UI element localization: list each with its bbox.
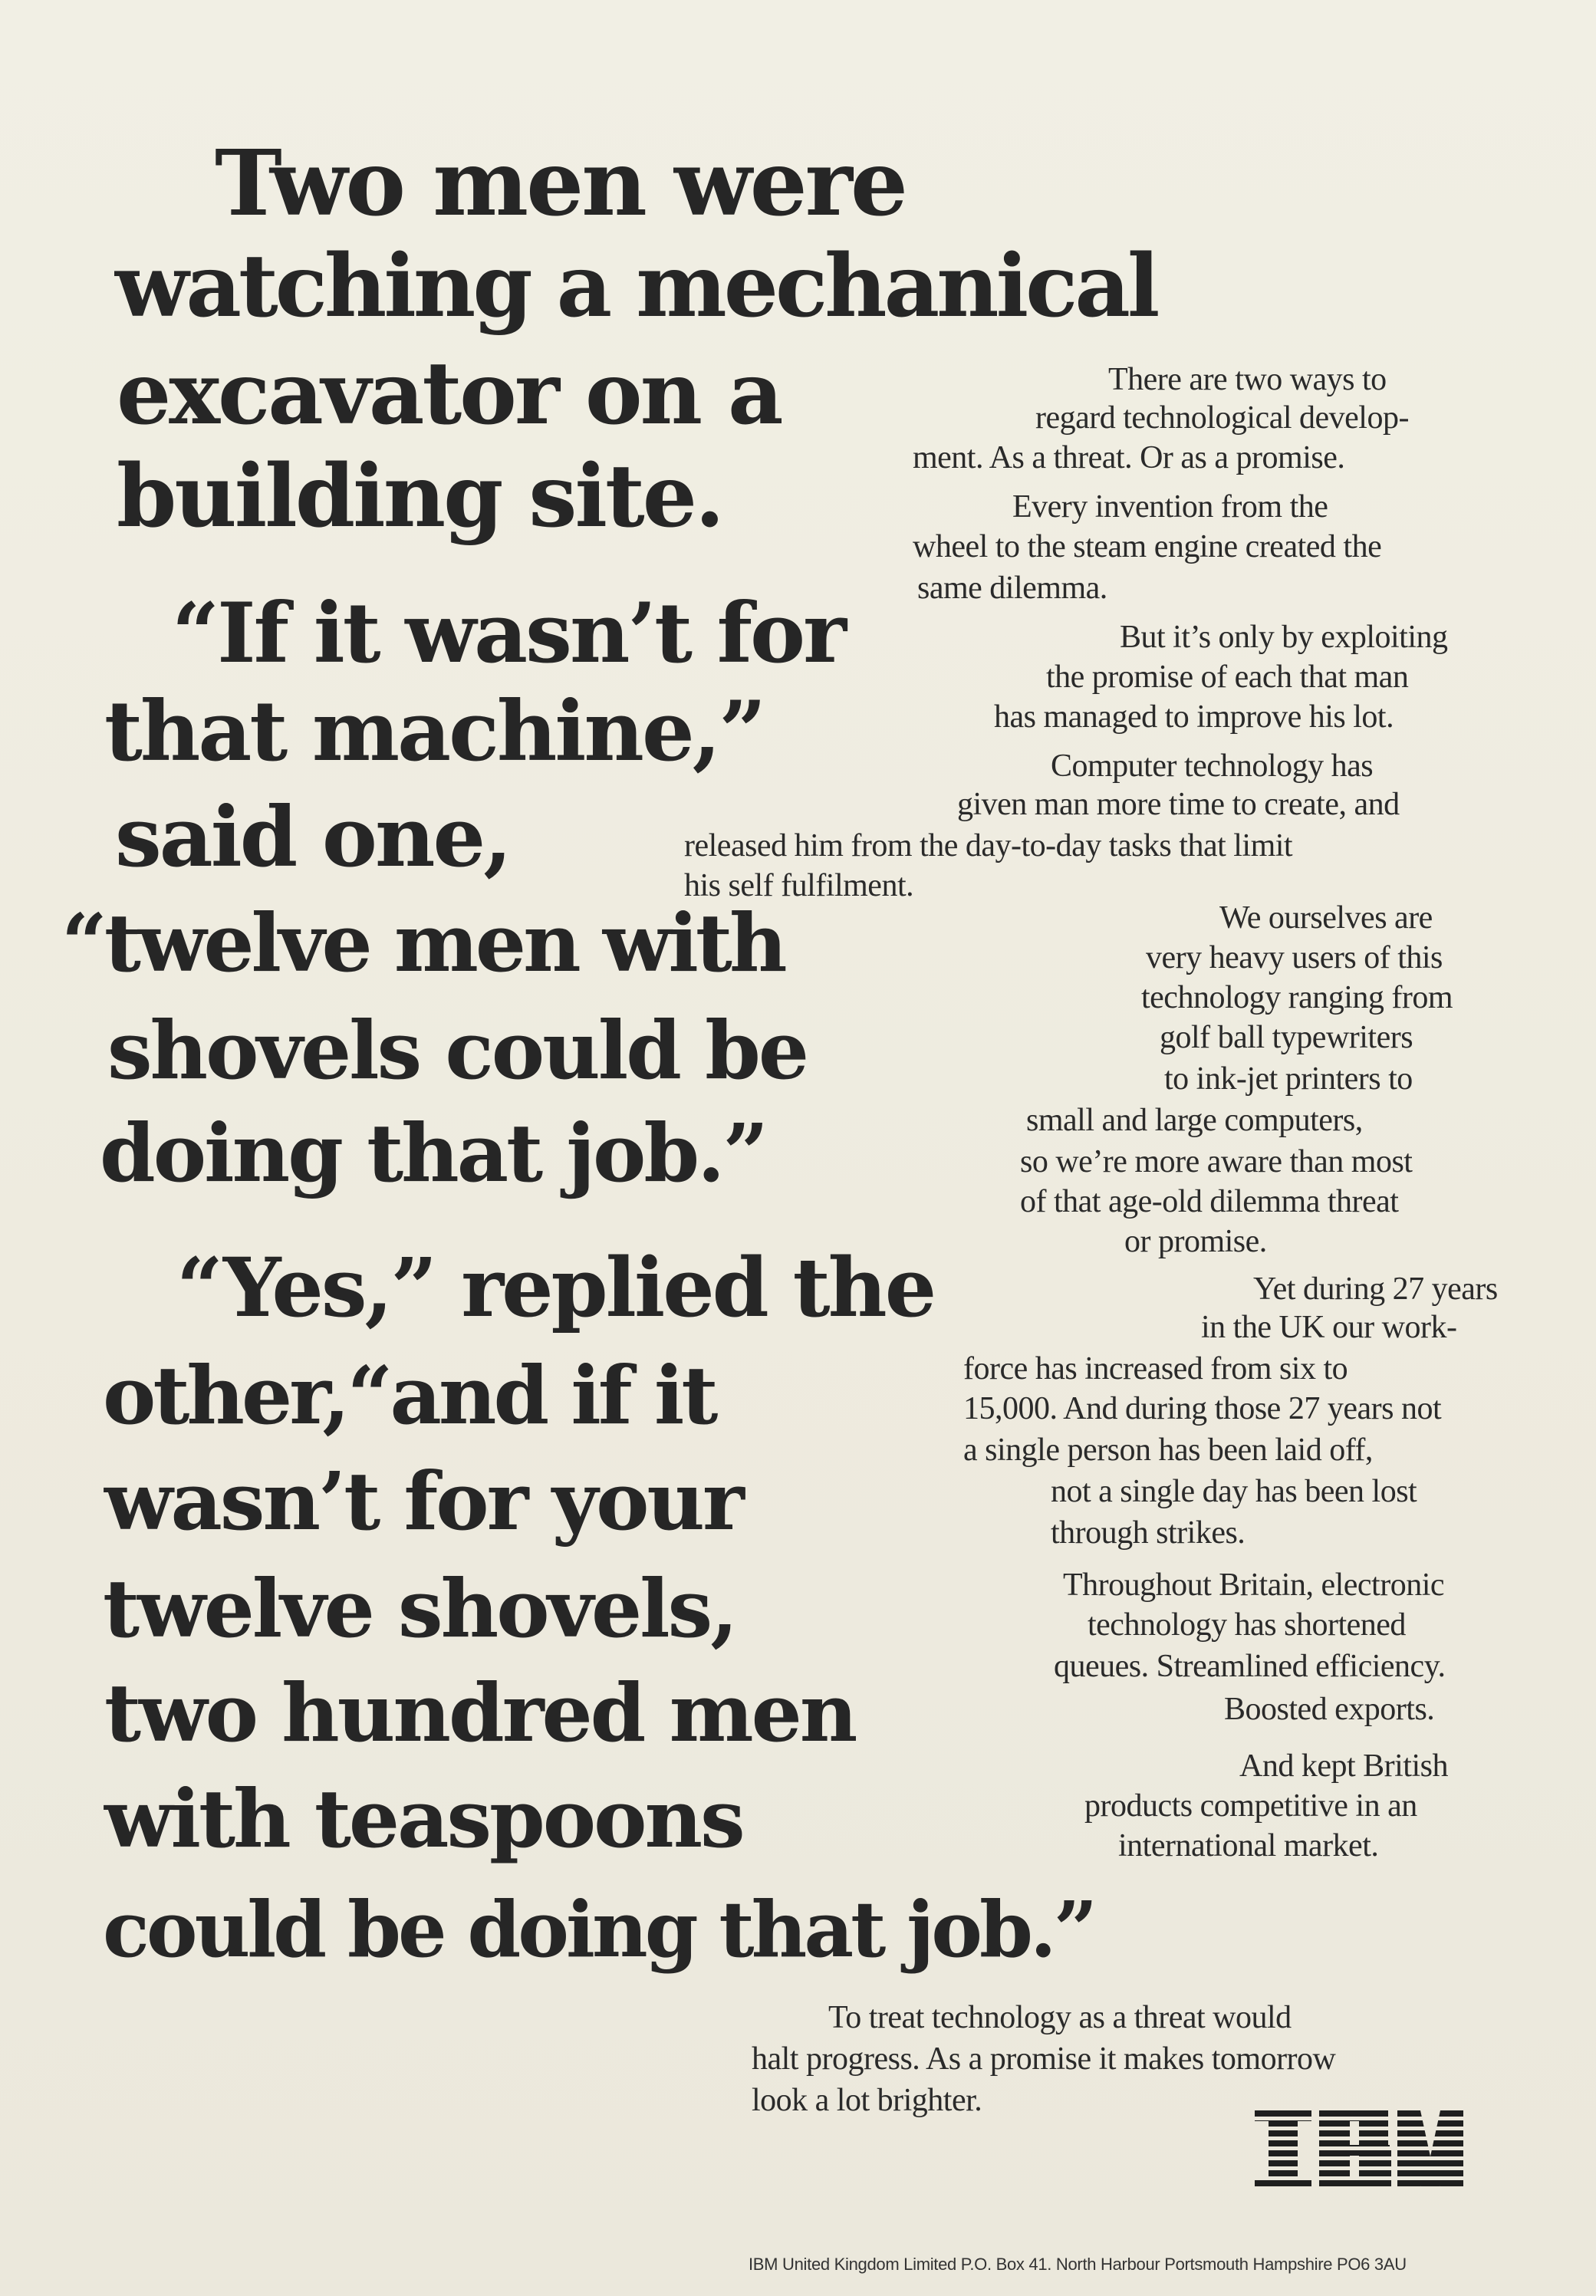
- closing-line: look a lot brighter.: [752, 2083, 982, 2118]
- body-line: given man more time to create, and: [957, 787, 1400, 822]
- body-line: And kept British: [1239, 1748, 1448, 1784]
- headline-line: two hundred men: [104, 1666, 856, 1760]
- body-line: same dilemma.: [917, 571, 1107, 606]
- headline-line: said one,: [115, 789, 510, 886]
- body-line: golf ball typewriters: [1160, 1020, 1413, 1055]
- headline-line: could be doing that job.”: [103, 1884, 1095, 1975]
- closing-line: halt progress. As a promise it makes tomorrow: [752, 2041, 1336, 2077]
- body-line: in the UK our work-: [1201, 1310, 1457, 1345]
- body-line: a single person has been laid off,: [963, 1433, 1373, 1468]
- body-line: There are two ways to: [1108, 362, 1387, 397]
- body-line: the promise of each that man: [1046, 660, 1409, 695]
- body-line: regard technological develop-: [1035, 400, 1409, 436]
- headline-line: Two men were: [215, 130, 906, 236]
- body-line: force has increased from six to: [963, 1351, 1348, 1386]
- body-line: technology has shortened: [1088, 1607, 1406, 1643]
- body-line: Every invention from the: [1012, 489, 1328, 525]
- body-line: through strikes.: [1051, 1515, 1246, 1551]
- body-line: not a single day has been lost: [1051, 1474, 1417, 1509]
- body-line: queues. Streamlined efficiency.: [1054, 1649, 1446, 1684]
- headline-line: watching a mechanical: [115, 236, 1157, 337]
- body-line: Throughout Britain, electronic: [1063, 1567, 1445, 1603]
- body-line: of that age-old dilemma threat: [1020, 1184, 1399, 1219]
- body-line: released him from the day-to-day tasks that limit: [684, 828, 1293, 863]
- headline-line: building site.: [117, 446, 723, 547]
- body-line: international market.: [1118, 1828, 1379, 1863]
- body-line: wheel to the steam engine created the: [913, 529, 1382, 564]
- headline-line: doing that job.”: [100, 1106, 767, 1200]
- body-line: Boosted exports.: [1224, 1692, 1435, 1727]
- body-line: very heavy users of this: [1146, 940, 1443, 975]
- headline-line: that machine,”: [104, 683, 765, 780]
- body-line: ment. As a threat. Or as a promise.: [913, 440, 1345, 475]
- body-line: Computer technology has: [1051, 748, 1374, 784]
- headline-line: “twelve men with: [61, 896, 785, 990]
- footer-address: IBM United Kingdom Limited P.O. Box 41. North Harbour Portsmouth Hampshire PO6 3AU: [749, 2255, 1407, 2274]
- headline-line: other,“and if it: [103, 1348, 716, 1442]
- headline-line: twelve shovels,: [103, 1561, 736, 1656]
- headline-line: wasn’t for your: [104, 1454, 742, 1548]
- body-line: so we’re more aware than most: [1020, 1144, 1413, 1179]
- closing-line: To treat technology as a threat would: [828, 2000, 1292, 2035]
- headline-line: “If it wasn’t for: [172, 585, 844, 682]
- body-line: or promise.: [1124, 1224, 1267, 1259]
- body-line: technology ranging from: [1141, 980, 1453, 1015]
- body-line: to ink-jet printers to: [1164, 1061, 1413, 1097]
- headline-line: excavator on a: [117, 344, 782, 444]
- body-line: Yet during 27 years: [1253, 1271, 1498, 1307]
- body-line: small and large computers,: [1026, 1103, 1363, 1138]
- body-line: products competitive in an: [1084, 1788, 1417, 1824]
- body-line: has managed to improve his lot.: [994, 699, 1394, 735]
- headline-line: “Yes,” replied the: [176, 1239, 935, 1335]
- headline-line: shovels could be: [107, 1003, 808, 1097]
- body-line: We ourselves are: [1219, 900, 1433, 936]
- body-line: But it’s only by exploiting: [1120, 620, 1448, 655]
- ibm-logo: [1255, 2110, 1463, 2190]
- body-line: his self fulfilment.: [684, 868, 914, 903]
- body-line: 15,000. And during those 27 years not: [963, 1391, 1442, 1426]
- headline-line: with teaspoons: [104, 1771, 743, 1866]
